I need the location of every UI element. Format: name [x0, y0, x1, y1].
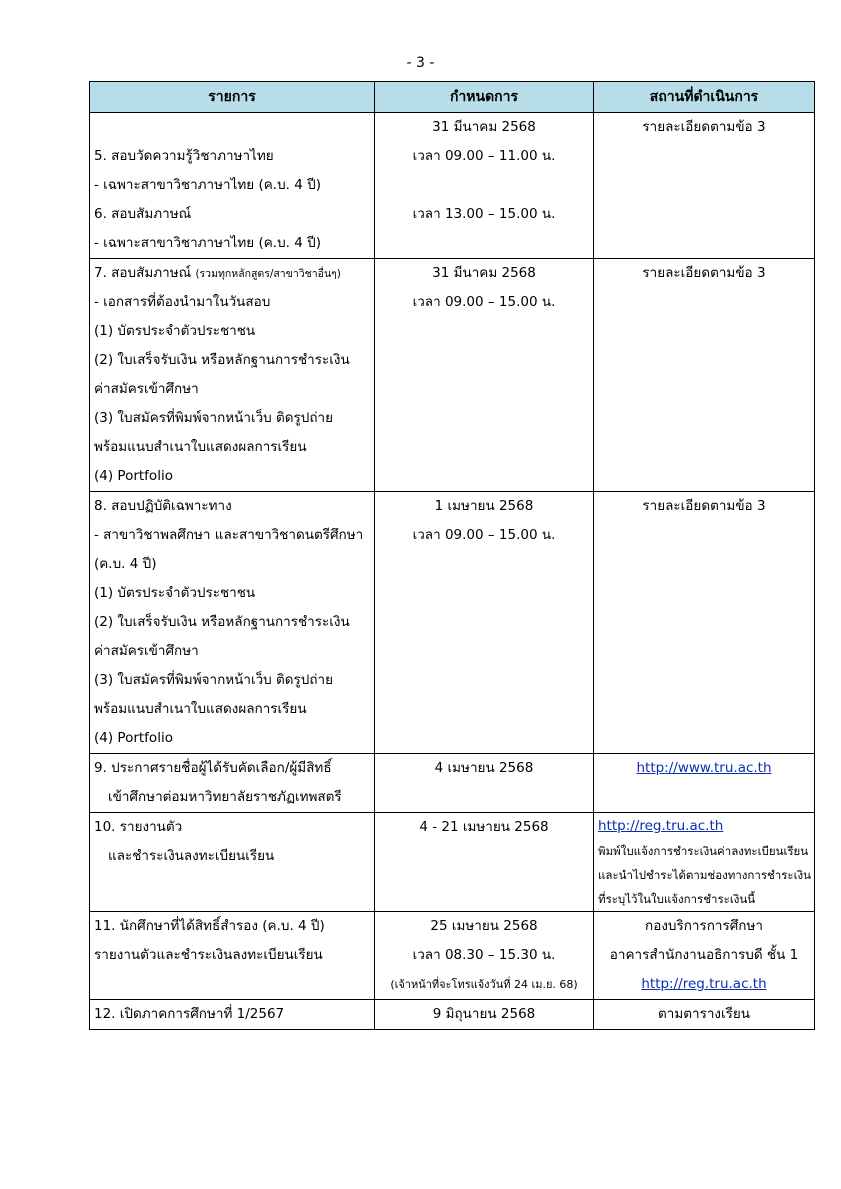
place-line: รายละเอียดตามข้อ 3	[642, 498, 766, 514]
schedule-line: เวลา 09.00 – 15.00 น.	[412, 294, 556, 310]
table-row	[90, 1000, 815, 1030]
schedule-line: เวลา 09.00 – 15.00 น.	[412, 527, 556, 543]
item-line: พร้อมแนบสำเนาใบแสดงผลการเรียน	[94, 439, 307, 455]
item-line: 5. สอบวัดความรู้วิชาภาษาไทย	[94, 148, 274, 164]
item-line: - เฉพาะสาขาวิชาภาษาไทย (ค.บ. 4 ปี)	[94, 177, 321, 193]
place-cell	[594, 1000, 815, 1030]
item-line: - สาขาวิชาพลศึกษา และสาขาวิชาดนตรีศึกษา	[94, 527, 364, 543]
item-line: (2) ใบเสร็จรับเงิน หรือหลักฐานการชำระเงิน	[94, 614, 350, 630]
item-cell	[90, 813, 375, 912]
item-line: 6. สอบสัมภาษณ์	[94, 206, 192, 222]
header-item: รายการ	[90, 82, 375, 113]
place-line: ตามตารางเรียน	[657, 1006, 751, 1022]
place-line: รายละเอียดตามข้อ 3	[642, 119, 766, 135]
item-title: 7. สอบสัมภาษณ์	[94, 265, 192, 281]
item-line: 11. นักศึกษาที่ได้สิทธิ์สำรอง (ค.บ. 4 ปี)	[94, 918, 325, 934]
item-title-note: (รวมทุกหลักสูตร/สาขาวิชาอื่นๆ)	[195, 268, 341, 280]
place-cell	[594, 912, 815, 1000]
place-cell	[594, 492, 815, 754]
place-line: รายละเอียดตามข้อ 3	[642, 265, 766, 281]
tru-website-link[interactable]: http://www.tru.ac.th	[636, 760, 772, 776]
schedule-cell	[375, 912, 594, 1000]
payment-note-line: พิมพ์ใบแจ้งการชำระเงินค่าลงทะเบียนเรียน	[598, 844, 809, 858]
place-line: อาคารสำนักงานอธิการบดี ชั้น 1	[609, 947, 799, 963]
place-cell	[594, 259, 815, 492]
item-cell	[90, 259, 375, 492]
place-cell	[594, 754, 815, 813]
reg-website-link[interactable]: http://reg.tru.ac.th	[641, 976, 767, 992]
item-line: (3) ใบสมัครที่พิมพ์จากหน้าเว็บ ติดรูปถ่าย	[94, 410, 334, 426]
schedule-line: เวลา 09.00 – 11.00 น.	[412, 148, 556, 164]
schedule-line: 4 - 21 เมษายน 2568	[419, 819, 549, 835]
item-line	[94, 113, 370, 142]
place-line: กองบริการการศึกษา	[645, 918, 763, 934]
item-line: รายงานตัวและชำระเงินลงทะเบียนเรียน	[94, 947, 323, 963]
table-row	[90, 259, 815, 492]
schedule-note: (เจ้าหน้าที่จะโทรแจ้งวันที่ 24 เม.ย. 68)	[390, 978, 578, 991]
item-cell	[90, 492, 375, 754]
item-line: และชำระเงินลงทะเบียนเรียน	[108, 848, 275, 864]
payment-note-line: ที่ระบุไว้ในใบแจ้งการชำระเงินนี้	[598, 892, 756, 906]
item-line: 8. สอบปฏิบัติเฉพาะทาง	[94, 498, 232, 514]
header-place: สถานที่ดำเนินการ	[594, 82, 815, 113]
item-line: (4) Portfolio	[94, 730, 173, 746]
item-title-line	[94, 259, 370, 288]
table-row	[90, 813, 815, 912]
item-line: (3) ใบสมัครที่พิมพ์จากหน้าเว็บ ติดรูปถ่าย	[94, 672, 334, 688]
page-number: - 3 -	[406, 55, 435, 71]
item-line: (ค.บ. 4 ปี)	[94, 556, 157, 572]
schedule-cell	[375, 492, 594, 754]
table-header-row	[90, 82, 815, 113]
schedule-line: 31 มีนาคม 2568	[432, 265, 536, 281]
item-cell	[90, 912, 375, 1000]
table-row	[90, 113, 815, 259]
item-line: ค่าสมัครเข้าศึกษา	[94, 643, 199, 659]
item-line: 9. ประกาศรายชื่อผู้ได้รับคัดเลือก/ผู้มีสิทธิ์	[94, 760, 332, 776]
schedule-cell	[375, 754, 594, 813]
item-cell	[90, 754, 375, 813]
item-line: 10. รายงานตัว	[94, 819, 183, 835]
schedule-table	[89, 81, 815, 1030]
schedule-cell	[375, 259, 594, 492]
table-row	[90, 492, 815, 754]
item-line: - เอกสารที่ต้องนำมาในวันสอบ	[94, 294, 271, 310]
item-line: พร้อมแนบสำเนาใบแสดงผลการเรียน	[94, 701, 307, 717]
table-row	[90, 912, 815, 1000]
schedule-line: 4 เมษายน 2568	[434, 760, 534, 776]
table-row	[90, 754, 815, 813]
schedule-cell	[375, 1000, 594, 1030]
schedule-line: 31 มีนาคม 2568	[432, 119, 536, 135]
item-line: (4) Portfolio	[94, 468, 173, 484]
item-line: ค่าสมัครเข้าศึกษา	[94, 381, 199, 397]
place-cell	[594, 113, 815, 259]
schedule-line: เวลา 08.30 – 15.30 น.	[412, 947, 556, 963]
schedule-line: 9 มิถุนายน 2568	[432, 1006, 536, 1022]
header-schedule: กำหนดการ	[375, 82, 594, 113]
item-line: (1) บัตรประจำตัวประชาชน	[94, 585, 256, 601]
payment-note-line: และนำไปชำระได้ตามช่องทางการชำระเงิน	[598, 868, 812, 882]
item-cell	[90, 1000, 375, 1030]
schedule-line	[379, 171, 589, 200]
item-line: - เฉพาะสาขาวิชาภาษาไทย (ค.บ. 4 ปี)	[94, 235, 321, 251]
item-line: เข้าศึกษาต่อมหาวิทยาลัยราชภัฏเทพสตรี	[108, 789, 342, 805]
schedule-line: 25 เมษายน 2568	[430, 918, 538, 934]
schedule-cell	[375, 813, 594, 912]
schedule-line: เวลา 13.00 – 15.00 น.	[412, 206, 556, 222]
item-line: 12. เปิดภาคการศึกษาที่ 1/2567	[94, 1006, 285, 1022]
place-cell	[594, 813, 815, 912]
schedule-line: 1 เมษายน 2568	[434, 498, 534, 514]
reg-website-link[interactable]: http://reg.tru.ac.th	[598, 818, 724, 834]
item-line: (1) บัตรประจำตัวประชาชน	[94, 323, 256, 339]
item-line: (2) ใบเสร็จรับเงิน หรือหลักฐานการชำระเงิน	[94, 352, 350, 368]
schedule-cell	[375, 113, 594, 259]
item-cell	[90, 113, 375, 259]
